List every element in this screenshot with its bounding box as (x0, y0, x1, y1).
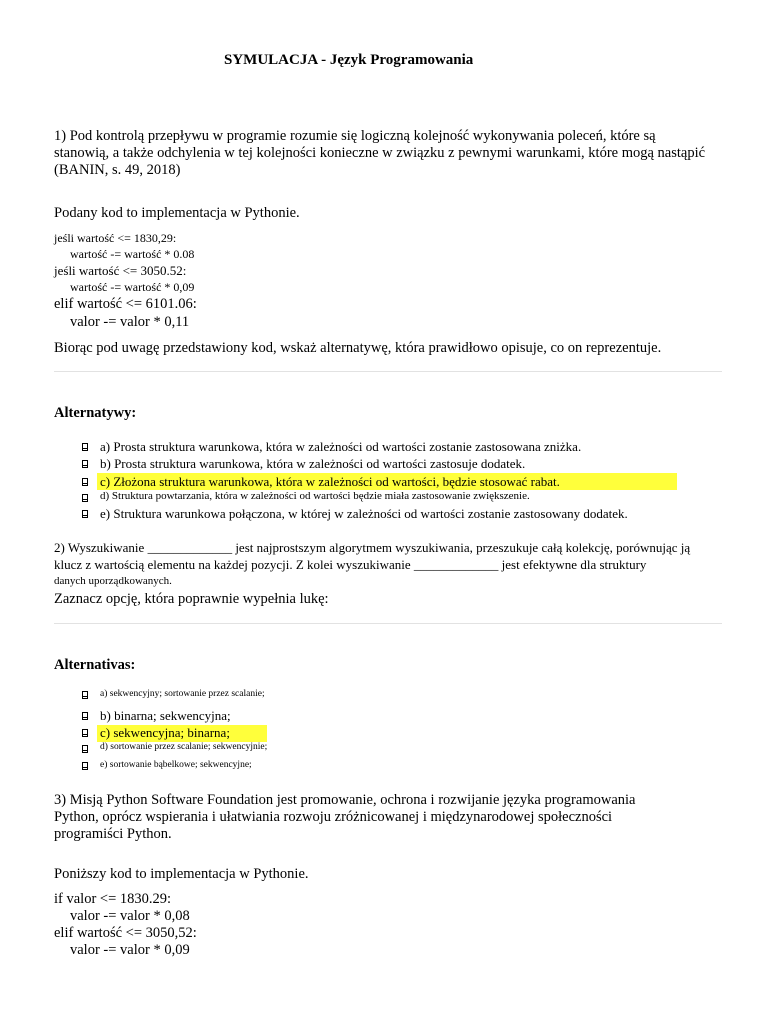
q1-alternative-e: e) Struktura warunkowa połączona, w której w zależności od wartości zostanie zastosowany dodatek. (100, 506, 628, 521)
q1-code-line: elif wartość <= 6101.06: (54, 296, 197, 312)
q3-code-line: elif wartość <= 3050,52: (54, 925, 197, 941)
q2-alternatives-heading: Alternativas: (54, 657, 136, 673)
q1-question-line: (BANIN, s. 49, 2018) (54, 162, 181, 178)
alternative-checkbox[interactable] (82, 712, 88, 720)
alternative-checkbox[interactable] (82, 729, 88, 737)
q2-alternative-d: d) sortowanie przez scalanie; sekwencyjnie; (100, 742, 268, 752)
q3-question (54, 792, 635, 843)
q1-alternative-c: c) Złożona struktura warunkowa, która w zależności od wartości, będzie stosować rabat. (100, 474, 560, 489)
alternative-checkbox[interactable] (82, 762, 88, 770)
q1-code-line: jeśli wartość <= 1830,29: (54, 231, 177, 245)
q3-question-line: programiści Python. (54, 826, 172, 842)
q3-code-line: valor -= valor * 0,09 (70, 942, 190, 958)
q3-code-intro: Poniższy kod to implementacja w Pythonie. (54, 866, 309, 882)
q2-prompt: Zaznacz opcję, która poprawnie wypełnia lukę: (54, 591, 329, 607)
q1-code-line: valor -= valor * 0,11 (70, 314, 190, 330)
q2-question-line: 2) Wyszukiwanie _____________ jest najprostszym algorytmem wyszukiwania, przeszukuje całą kolekcję, porównując ją (54, 540, 691, 555)
q1-question (54, 128, 705, 179)
q3-code-line: valor -= valor * 0,08 (70, 908, 190, 924)
q3-question-line: Python, oprócz wspierania i ułatwiania rozwoju zróżnicowanej i międzynarodowej społeczności (54, 809, 613, 825)
q1-code-line: wartość -= wartość * 0.08 (70, 247, 195, 261)
q2-alternative-b: b) binarna; sekwencyjna; (100, 708, 231, 723)
divider (54, 623, 722, 624)
q1-prompt: Biorąc pod uwagę przedstawiony kod, wskaż alternatywę, która prawidłowo opisuje, co on reprezentuje. (54, 340, 662, 356)
alternative-checkbox[interactable] (82, 745, 88, 753)
divider (54, 371, 722, 372)
q1-question-line: stanowią, a także odchylenia w tej kolejności konieczne w związku z pewnymi warunkami, które mogą nastąpić (54, 145, 706, 161)
q3-question-line: 3) Misją Python Software Foundation jest promowanie, ochrona i rozwijanie języka programowania (54, 792, 636, 808)
q2-alternative-c: c) sekwencyjna; binarna; (100, 725, 230, 740)
q1-alternatives-heading: Alternatywy: (54, 405, 137, 421)
q2-question-line: klucz z wartością elementu na każdej pozycji. Z kolei wyszukiwanie _____________ jest efektywne dla struktury (54, 557, 647, 572)
q1-code-line: wartość -= wartość * 0,09 (70, 280, 195, 294)
q1-code-intro: Podany kod to implementacja w Pythonie. (54, 205, 300, 221)
alternative-checkbox[interactable] (82, 494, 88, 502)
q2-alternative-a: a) sekwencyjny; sortowanie przez scalanie; (100, 689, 265, 699)
q2-question-line: danych uporządkowanych. (54, 575, 172, 587)
q1-alternative-a: a) Prosta struktura warunkowa, która w zależności od wartości zostanie zastosowana zniżka. (100, 439, 582, 454)
q1-code-line: jeśli wartość <= 3050.52: (54, 263, 187, 278)
alternative-checkbox[interactable] (82, 478, 88, 486)
q1-alternative-b: b) Prosta struktura warunkowa, która w zależności od wartości zastosuje dodatek. (100, 456, 526, 471)
q3-code-line: if valor <= 1830.29: (54, 891, 172, 907)
q1-question-line: 1) Pod kontrolą przepływu w programie rozumie się logiczną kolejność wykonywania poleceń, które są (54, 128, 656, 144)
alternative-checkbox[interactable] (82, 691, 88, 699)
alternative-checkbox[interactable] (82, 510, 88, 518)
q1-alternative-d: d) Struktura powtarzania, która w zależności od wartości będzie miała zastosowanie zwiększenie. (100, 490, 530, 502)
page-title: SYMULACJA - Język Programowania (224, 52, 474, 68)
q2-alternative-e: e) sortowanie bąbelkowe; sekwencyjne; (100, 760, 252, 770)
alternative-checkbox[interactable] (82, 460, 88, 468)
alternative-checkbox[interactable] (82, 443, 88, 451)
